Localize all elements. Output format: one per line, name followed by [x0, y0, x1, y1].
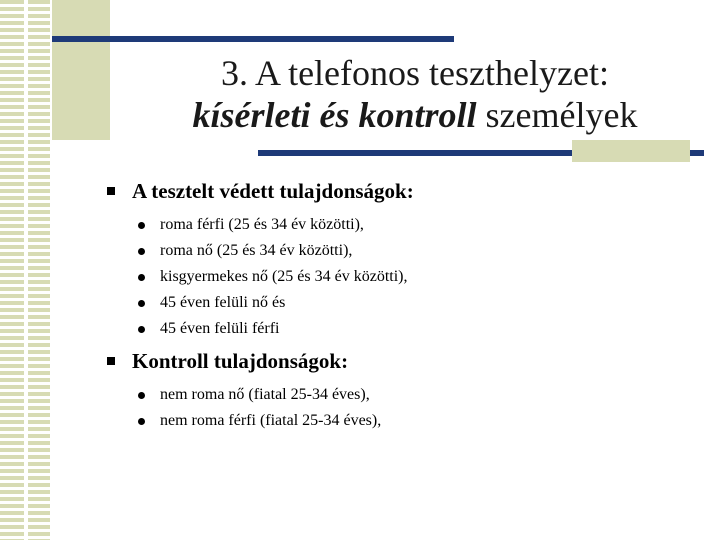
- list-item-text: 45 éven felüli férfi: [160, 320, 280, 337]
- section-control: [104, 348, 704, 434]
- list-item: [104, 238, 704, 264]
- list-item: [104, 290, 704, 316]
- section-protected: [104, 178, 704, 342]
- bullet-icon: [138, 274, 145, 281]
- decorative-stripes: [0, 0, 50, 540]
- list-item: [104, 408, 704, 434]
- list-item: [104, 264, 704, 290]
- title-emphasis: kísérleti és kontroll: [192, 95, 477, 135]
- list-item: [104, 382, 704, 408]
- section-heading: [104, 178, 704, 204]
- list-item-text: roma nő (25 és 34 év közötti),: [160, 242, 353, 259]
- list-item-text: 45 éven felüli nő és: [160, 294, 286, 311]
- top-accent-bar: [52, 36, 454, 42]
- section-heading-text: A tesztelt védett tulajdonságok:: [132, 179, 414, 203]
- square-bullet-icon: [107, 187, 115, 195]
- list-item: [104, 316, 704, 342]
- section-heading-text: Kontroll tulajdonságok:: [132, 349, 349, 373]
- bullet-icon: [138, 248, 145, 255]
- bullet-icon: [138, 300, 145, 307]
- slide-title: [110, 52, 720, 136]
- slide-body: [104, 178, 704, 440]
- list-item-text: nem roma nő (fiatal 25-34 éves),: [160, 386, 370, 403]
- list-item-text: nem roma férfi (fiatal 25-34 éves),: [160, 412, 382, 429]
- list-item-text: kisgyermekes nő (25 és 34 év közötti),: [160, 268, 408, 285]
- bullet-icon: [138, 326, 145, 333]
- corner-accent-box: [572, 140, 690, 162]
- title-accent-block: [52, 0, 110, 140]
- list-item: [104, 212, 704, 238]
- section-heading: [104, 348, 704, 374]
- title-line-1: 3. A telefonos teszthelyzet:: [221, 53, 609, 93]
- bullet-icon: [138, 222, 145, 229]
- square-bullet-icon: [107, 357, 115, 365]
- title-line-2-rest: személyek: [476, 95, 638, 135]
- title-line-2: [110, 94, 720, 136]
- list-item-text: roma férfi (25 és 34 év közötti),: [160, 216, 364, 233]
- bullet-icon: [138, 392, 145, 399]
- bullet-icon: [138, 418, 145, 425]
